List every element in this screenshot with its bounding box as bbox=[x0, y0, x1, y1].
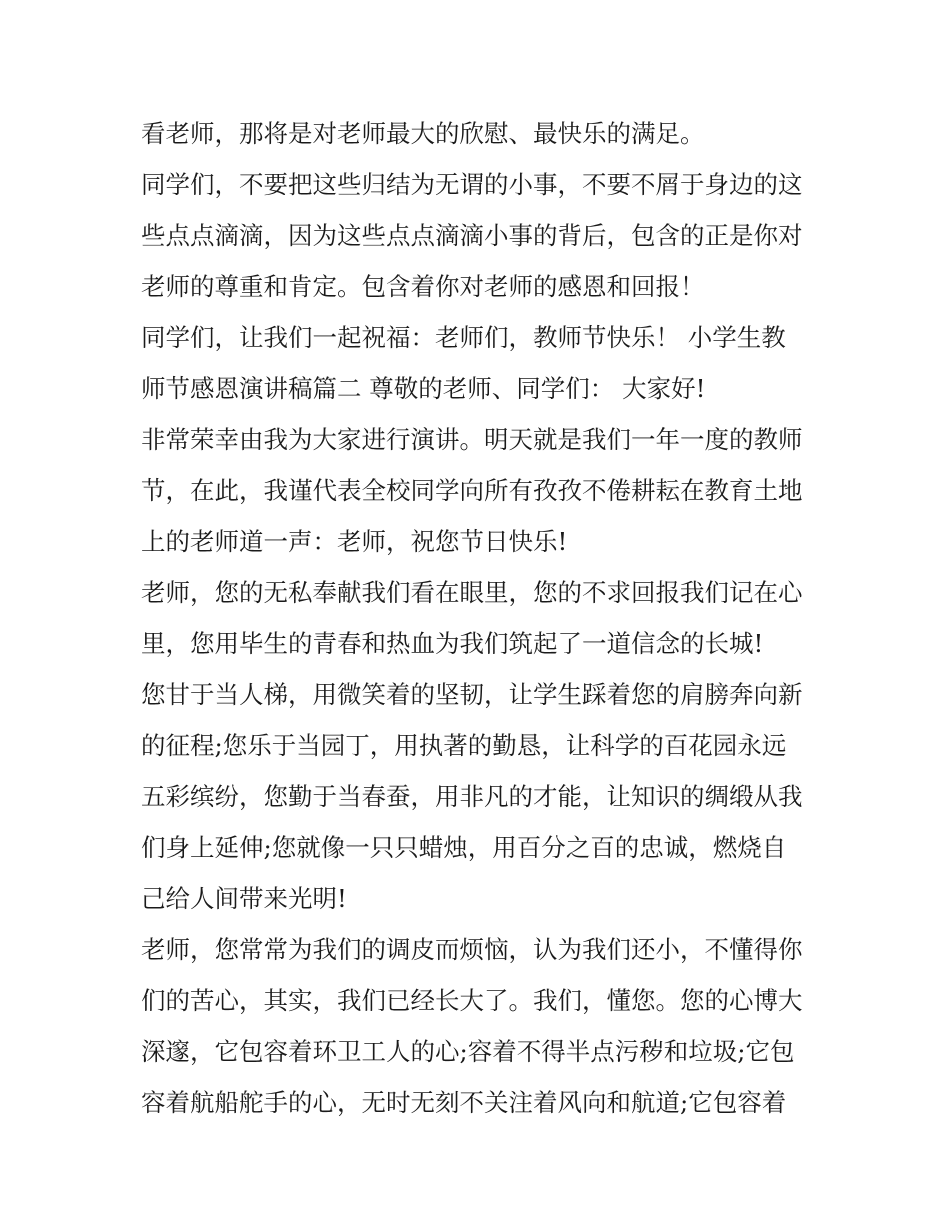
text-line: 五彩缤纷，您勤于当春蚕，用非凡的才能，让知识的绸缎从我 bbox=[141, 782, 803, 811]
text-line: 看老师，那将是对老师最大的欣慰、最快乐的满足。 bbox=[141, 119, 705, 148]
text-line: 老师，您的无私奉献我们看在眼里，您的不求回报我们记在心 bbox=[141, 578, 803, 607]
text-line: 己给人间带来光明! bbox=[141, 884, 347, 913]
text-line: 些点点滴滴，因为这些点点滴滴小事的背后，包含的正是你对 bbox=[141, 221, 803, 250]
text-line: 们身上延伸;您就像一只只蜡烛，用百分之百的忠诚，燃烧自 bbox=[141, 833, 787, 862]
text-line: 您甘于当人梯，用微笑着的坚韧，让学生踩着您的肩膀奔向新 bbox=[141, 680, 803, 709]
text-line: 老师的尊重和肯定。包含着你对老师的感恩和回报！ bbox=[141, 272, 705, 301]
body-text bbox=[141, 108, 821, 1128]
text-line: 节，在此，我谨代表全校同学向所有孜孜不倦耕耘在教育土地 bbox=[141, 476, 803, 505]
text-line: 容着航船舵手的心，无时无刻不关注着风向和航道;它包容着 bbox=[141, 1088, 787, 1117]
text-line: 的征程;您乐于当园丁，用执著的勤恳，让科学的百花园永远 bbox=[141, 731, 787, 760]
text-line: 非常荣幸由我为大家进行演讲。明天就是我们一年一度的教师 bbox=[141, 425, 803, 454]
text-line: 里，您用毕生的青春和热血为我们筑起了一道信念的长城! bbox=[141, 629, 764, 658]
text-line: 老师，您常常为我们的调皮而烦恼，认为我们还小，不懂得你 bbox=[141, 935, 803, 964]
text-line: 师节感恩演讲稿篇二 尊敬的老师、同学们： 大家好! bbox=[141, 374, 706, 403]
text-line: 们的苦心，其实，我们已经长大了。我们，懂您。您的心博大 bbox=[141, 986, 803, 1015]
text-line: 同学们，不要把这些归结为无谓的小事，不要不屑于身边的这 bbox=[141, 170, 803, 199]
text-line: 同学们，让我们一起祝福：老师们，教师节快乐！ 小学生教 bbox=[141, 323, 786, 352]
text-line: 上的老师道一声：老师，祝您节日快乐! bbox=[141, 527, 568, 556]
text-line: 深邃，它包容着环卫工人的心;容着不得半点污秽和垃圾;它包 bbox=[141, 1037, 795, 1066]
